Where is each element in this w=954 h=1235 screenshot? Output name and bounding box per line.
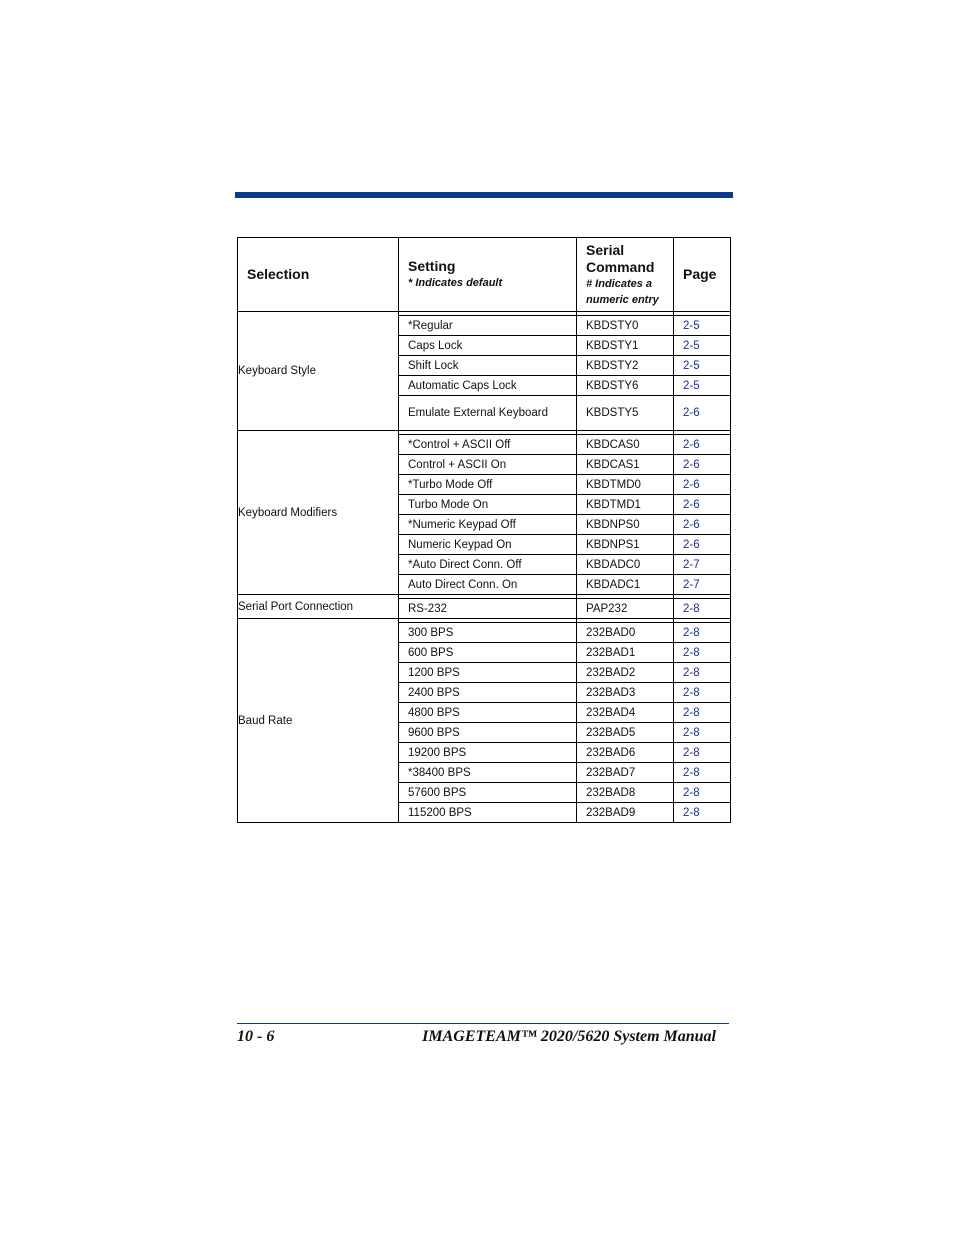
header-serial-note-line2: numeric entry xyxy=(586,293,659,306)
setting-cell: *Control + ASCII Off xyxy=(399,435,577,455)
page-link[interactable]: 2-5 xyxy=(683,339,700,352)
setting-cell: 600 BPS xyxy=(399,643,577,663)
header-serial-command xyxy=(577,238,674,312)
command-cell: 232BAD5 xyxy=(577,723,674,743)
header-setting xyxy=(399,238,577,312)
page-link-cell[interactable] xyxy=(674,515,731,535)
serial-command-table xyxy=(237,237,731,823)
page-link-cell[interactable] xyxy=(674,703,731,723)
setting-cell: Numeric Keypad On xyxy=(399,535,577,555)
setting-cell: RS-232 xyxy=(399,599,577,619)
setting-cell: 300 BPS xyxy=(399,623,577,643)
command-cell: KBDSTY0 xyxy=(577,316,674,336)
setting-cell: Control + ASCII On xyxy=(399,455,577,475)
page-link[interactable]: 2-8 xyxy=(683,706,700,719)
setting-cell: Shift Lock xyxy=(399,356,577,376)
command-cell: KBDADC1 xyxy=(577,575,674,595)
page-link[interactable]: 2-6 xyxy=(683,518,700,531)
footer-manual-title: IMAGETEAM™ 2020/5620 System Manual xyxy=(422,1028,716,1045)
page-link[interactable]: 2-5 xyxy=(683,319,700,332)
page-link[interactable]: 2-8 xyxy=(683,806,700,819)
page-link[interactable]: 2-6 xyxy=(683,407,700,419)
command-cell: KBDCAS0 xyxy=(577,435,674,455)
setting-cell: Caps Lock xyxy=(399,336,577,356)
command-cell: KBDTMD0 xyxy=(577,475,674,495)
setting-cell: 115200 BPS xyxy=(399,803,577,823)
command-cell: 232BAD0 xyxy=(577,623,674,643)
setting-cell: 57600 BPS xyxy=(399,783,577,803)
setting-cell: 2400 BPS xyxy=(399,683,577,703)
header-rule xyxy=(235,192,733,198)
page-link[interactable]: 2-8 xyxy=(683,626,700,639)
footer-page-number: 10 - 6 xyxy=(237,1028,275,1045)
page-link[interactable]: 2-6 xyxy=(683,498,700,511)
setting-cell: *Auto Direct Conn. Off xyxy=(399,555,577,575)
page-link-cell[interactable] xyxy=(674,555,731,575)
page-link-cell[interactable] xyxy=(674,763,731,783)
page-link-cell[interactable] xyxy=(674,535,731,555)
page-link-cell[interactable] xyxy=(674,475,731,495)
command-cell: 232BAD8 xyxy=(577,783,674,803)
command-cell: KBDADC0 xyxy=(577,555,674,575)
page-link-cell[interactable] xyxy=(674,803,731,823)
page-link[interactable]: 2-6 xyxy=(683,458,700,471)
header-setting-label: Setting xyxy=(408,258,456,274)
page-link-cell[interactable] xyxy=(674,376,731,396)
page-link[interactable]: 2-6 xyxy=(683,538,700,551)
page-link-cell[interactable] xyxy=(674,575,731,595)
command-cell: 232BAD7 xyxy=(577,763,674,783)
selection-cell: Serial Port Connection xyxy=(238,595,399,619)
header-serial-note-line1: # Indicates a xyxy=(586,277,653,290)
page-link[interactable]: 2-8 xyxy=(683,746,700,759)
command-cell: 232BAD1 xyxy=(577,643,674,663)
page-link-cell[interactable] xyxy=(674,495,731,515)
page-link[interactable]: 2-8 xyxy=(683,602,700,615)
header-setting-note: * Indicates default xyxy=(408,277,503,289)
selection-cell: Baud Rate xyxy=(238,619,399,823)
table-body xyxy=(238,312,731,823)
command-cell: KBDSTY2 xyxy=(577,356,674,376)
setting-cell: 19200 BPS xyxy=(399,743,577,763)
page-link-cell[interactable] xyxy=(674,599,731,619)
page-link[interactable]: 2-7 xyxy=(683,578,700,591)
command-cell: KBDNPS0 xyxy=(577,515,674,535)
page-link[interactable]: 2-8 xyxy=(683,666,700,679)
page-link-cell[interactable] xyxy=(674,683,731,703)
setting-cell: Automatic Caps Lock xyxy=(399,376,577,396)
command-cell: KBDCAS1 xyxy=(577,455,674,475)
page-link-cell[interactable] xyxy=(674,783,731,803)
command-cell: KBDTMD1 xyxy=(577,495,674,515)
setting-cell: *Numeric Keypad Off xyxy=(399,515,577,535)
header-serial-line2: Command xyxy=(586,258,655,275)
setting-cell: 9600 BPS xyxy=(399,723,577,743)
command-cell: 232BAD4 xyxy=(577,703,674,723)
setting-cell: *38400 BPS xyxy=(399,763,577,783)
footer-rule xyxy=(237,1023,729,1024)
page-link-cell[interactable] xyxy=(674,723,731,743)
setting-cell: 1200 BPS xyxy=(399,663,577,683)
setting-cell: *Turbo Mode Off xyxy=(399,475,577,495)
command-cell: KBDNPS1 xyxy=(577,535,674,555)
page-link[interactable]: 2-8 xyxy=(683,686,700,699)
page-link[interactable]: 2-6 xyxy=(683,478,700,491)
header-page: Page xyxy=(674,238,731,312)
command-cell: KBDSTY6 xyxy=(577,376,674,396)
setting-cell: Emulate External Keyboard xyxy=(399,396,577,431)
page-link-cell[interactable] xyxy=(674,455,731,475)
page-link[interactable]: 2-5 xyxy=(683,379,700,392)
setting-cell: Turbo Mode On xyxy=(399,495,577,515)
page-link-cell[interactable] xyxy=(674,396,731,431)
command-cell: 232BAD6 xyxy=(577,743,674,763)
setting-cell: 4800 BPS xyxy=(399,703,577,723)
table-header-row xyxy=(238,238,731,312)
selection-cell: Keyboard Style xyxy=(238,312,399,431)
page-link-cell[interactable] xyxy=(674,356,731,376)
command-cell: 232BAD3 xyxy=(577,683,674,703)
header-serial-line1: Serial xyxy=(586,241,625,258)
setting-cell: Auto Direct Conn. On xyxy=(399,575,577,595)
page-link[interactable]: 2-7 xyxy=(683,558,700,571)
page-link-cell[interactable] xyxy=(674,435,731,455)
page-link[interactable]: 2-8 xyxy=(683,646,700,659)
page-link-cell[interactable] xyxy=(674,743,731,763)
page-link-cell[interactable] xyxy=(674,336,731,356)
command-cell: PAP232 xyxy=(577,599,674,619)
page-link-cell[interactable] xyxy=(674,663,731,683)
page-link[interactable]: 2-8 xyxy=(683,786,700,799)
page-link-cell[interactable] xyxy=(674,643,731,663)
command-cell: 232BAD2 xyxy=(577,663,674,683)
selection-cell: Keyboard Modifiers xyxy=(238,431,399,595)
page-link[interactable]: 2-8 xyxy=(683,726,700,739)
page-link-cell[interactable] xyxy=(674,316,731,336)
page-link[interactable]: 2-5 xyxy=(683,359,700,372)
header-selection: Selection xyxy=(238,238,399,312)
command-cell: KBDSTY1 xyxy=(577,336,674,356)
page-link[interactable]: 2-6 xyxy=(683,438,700,451)
command-cell: 232BAD9 xyxy=(577,803,674,823)
setting-cell: *Regular xyxy=(399,316,577,336)
command-cell: KBDSTY5 xyxy=(577,396,674,431)
page-link[interactable]: 2-8 xyxy=(683,766,700,779)
page-link-cell[interactable] xyxy=(674,623,731,643)
